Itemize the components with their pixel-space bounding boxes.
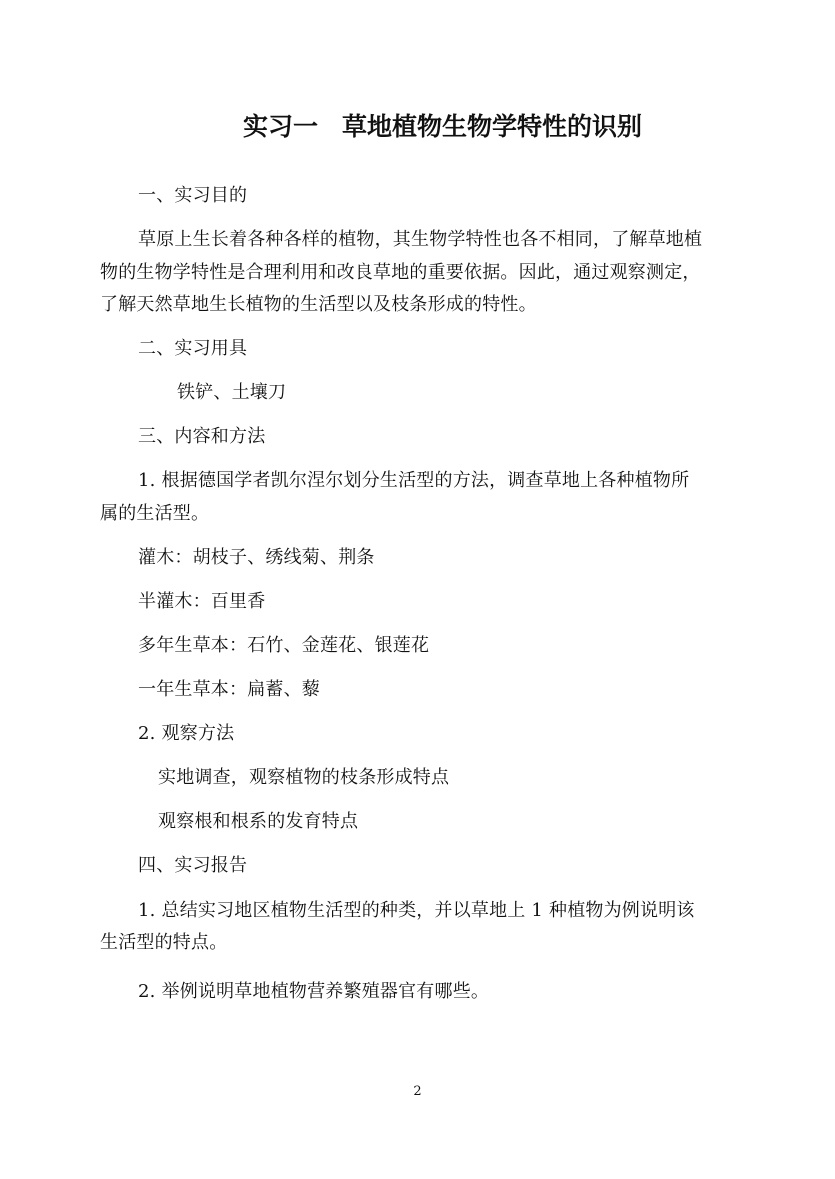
title-part-2: 草地植物生物学特性的识别 — [342, 112, 643, 141]
method-item-2-heading: 2. 观察方法 — [138, 723, 235, 744]
report-item-2: 2. 举例说明草地植物营养繁殖器官有哪些。 — [138, 981, 490, 1002]
section-1-paragraph-line-1: 草原上生长着各种各样的植物，其生物学特性也各不相同，了解草地植 — [138, 229, 703, 250]
tools-list: 铁铲、土壤刀 — [177, 382, 287, 403]
section-1-paragraph-line-3: 了解天然草地生长植物的生活型以及枝条形成的特性。 — [100, 294, 537, 315]
life-form-shrub: 灌木：胡枝子、绣线菊、荆条 — [138, 547, 375, 568]
life-form-half-shrub: 半灌木：百里香 — [138, 591, 266, 612]
method-item-2-b: 观察根和根系的发育特点 — [158, 811, 359, 832]
method-item-1-line-2: 属的生活型。 — [100, 503, 210, 524]
report-item-1-line-2: 生活型的特点。 — [100, 932, 228, 953]
method-item-1-line-1: 1. 根据德国学者凯尔涅尔划分生活型的方法，调查草地上各种植物所 — [138, 470, 690, 491]
section-3-heading: 三、内容和方法 — [138, 426, 266, 447]
report-item-1-line-1: 1. 总结实习地区植物生活型的种类，并以草地上 1 种植物为例说明该 — [138, 900, 695, 921]
page-number: 2 — [413, 1084, 422, 1099]
section-4-heading: 四、实习报告 — [138, 855, 248, 876]
section-1-heading: 一、实习目的 — [138, 185, 248, 206]
life-form-annual: 一年生草本：扁蓄、藜 — [138, 679, 320, 700]
section-2-heading: 二、实习用具 — [138, 338, 248, 359]
section-1-paragraph-line-2: 物的生物学特性是合理利用和改良草地的重要依据。因此，通过观察测定， — [100, 262, 701, 283]
title-part-1: 实习一 — [242, 112, 318, 141]
life-form-perennial: 多年生草本：石竹、金莲花、银莲花 — [138, 635, 430, 656]
page-title — [0, 111, 835, 143]
method-item-2-a: 实地调查，观察植物的枝条形成特点 — [158, 767, 450, 788]
